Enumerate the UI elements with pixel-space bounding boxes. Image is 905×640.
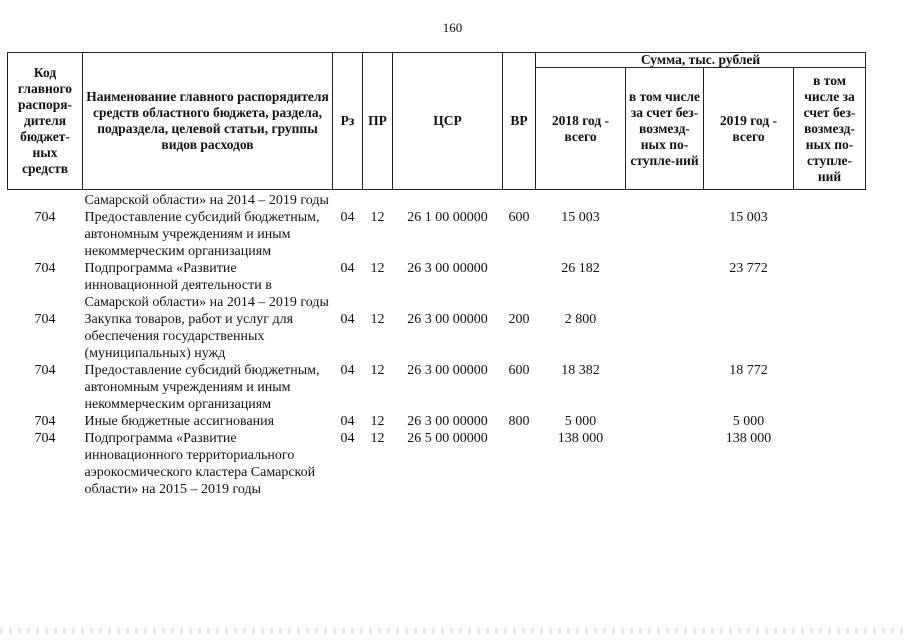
cell-pr: 12 — [370, 431, 385, 446]
cell-2019-total: 5 000 — [732, 414, 765, 429]
header-2019-grants: в том числе за счет без-возмезд-ных по-ступле-ний — [794, 68, 866, 190]
cell-vr: 800 — [508, 414, 530, 429]
cell-kod: 704 — [34, 363, 56, 378]
cell-2019-grants — [794, 190, 866, 210]
page-number: 160 — [442, 20, 463, 35]
cell-2019-grants — [794, 362, 866, 413]
cell-vr: 600 — [508, 210, 530, 225]
cell-2018-total: 2 800 — [564, 312, 597, 327]
cell-vr: 600 — [508, 363, 530, 378]
cell-name: Подпрограмма «Развитие инновационной деятельности в Самарской области» на 2014 – 2019 годы — [84, 261, 329, 310]
header-pr: ПР — [363, 53, 393, 190]
cell-2019-grants — [794, 311, 866, 362]
header-2019-total: 2019 год - всего — [704, 68, 794, 190]
cell-2018-grants — [626, 311, 704, 362]
header-csr: ЦСР — [393, 53, 503, 190]
table-row — [8, 311, 866, 362]
cell-2018-total: 15 003 — [561, 210, 600, 225]
cell-2019-total: 15 003 — [729, 210, 768, 225]
table-row — [8, 430, 866, 498]
cell-pr: 12 — [370, 363, 385, 378]
table-row — [8, 260, 866, 311]
cell-2018-total: 26 182 — [561, 261, 600, 276]
cell-name: Закупка товаров, работ и услуг для обеспечения государственных (муниципальных) нужд — [84, 312, 294, 361]
cell-csr — [393, 190, 503, 210]
cell-2019-total — [704, 311, 794, 362]
cell-2018-grants — [626, 362, 704, 413]
cell-2018-grants — [626, 209, 704, 260]
cell-csr: 26 3 00 00000 — [407, 363, 488, 378]
cell-vr — [503, 430, 536, 498]
cell-csr: 26 3 00 00000 — [407, 414, 488, 429]
cell-name: Иные бюджетные ассигнования — [84, 414, 275, 429]
cell-2018-grants — [626, 260, 704, 311]
cell-kod: 704 — [34, 414, 56, 429]
header-vr: ВР — [503, 53, 536, 190]
budget-table — [7, 52, 866, 498]
table-row — [8, 413, 866, 430]
cell-name: Самарской области» на 2014 – 2019 годы — [84, 193, 329, 208]
cell-2018-total — [536, 190, 626, 210]
cell-name: Предоставление субсидий бюджетным, автономным учреждениям и иным некоммерческим организациям — [84, 210, 320, 259]
cell-rz — [333, 190, 363, 210]
cell-2018-grants — [626, 190, 704, 210]
cell-pr: 12 — [370, 210, 385, 225]
cell-rz: 04 — [340, 431, 355, 446]
cell-2019-total: 18 772 — [729, 363, 768, 378]
cell-2019-total: 23 772 — [729, 261, 768, 276]
cell-csr: 26 1 00 00000 — [407, 210, 488, 225]
cell-2018-total: 5 000 — [564, 414, 597, 429]
cell-rz: 04 — [340, 312, 355, 327]
table-body — [8, 190, 866, 499]
cell-vr — [503, 260, 536, 311]
cell-rz: 04 — [340, 210, 355, 225]
cell-kod — [8, 190, 83, 210]
cell-2019-total: 138 000 — [725, 431, 772, 446]
cell-kod: 704 — [34, 312, 56, 327]
cell-2018-grants — [626, 413, 704, 430]
cell-2018-total: 138 000 — [557, 431, 604, 446]
cell-rz: 04 — [340, 414, 355, 429]
cell-csr: 26 3 00 00000 — [407, 261, 488, 276]
table-row — [8, 362, 866, 413]
cell-kod: 704 — [34, 210, 56, 225]
cell-2019-grants — [794, 430, 866, 498]
cell-kod: 704 — [34, 431, 56, 446]
cell-kod: 704 — [34, 261, 56, 276]
header-2018-total: 2018 год - всего — [536, 68, 626, 190]
cell-rz: 04 — [340, 261, 355, 276]
header-name: Наименование главного распорядителя средств областного бюджета, раздела, подраздела, целевой статьи, группы видов расходов — [83, 53, 333, 190]
header-rz: Рз — [333, 53, 363, 190]
header-kod: Код главного распоря-дителя бюджет-ных средств — [8, 53, 83, 190]
header-sum-group: Сумма, тыс. рублей — [536, 53, 866, 68]
cell-2019-total — [704, 190, 794, 210]
cell-vr: 200 — [508, 312, 530, 327]
cell-vr — [503, 190, 536, 210]
table-row — [8, 209, 866, 260]
cell-2018-total: 18 382 — [561, 363, 600, 378]
cell-2019-grants — [794, 209, 866, 260]
cell-rz: 04 — [340, 363, 355, 378]
cell-2019-grants — [794, 413, 866, 430]
header-2018-grants: в том числе за счет без-возмезд-ных по-ступле-ний — [626, 68, 704, 190]
table-header — [8, 53, 866, 190]
table-row — [8, 190, 866, 210]
cell-pr — [363, 190, 393, 210]
cell-csr: 26 5 00 00000 — [407, 431, 488, 446]
cell-pr: 12 — [370, 261, 385, 276]
cell-name: Подпрограмма «Развитие инновационного территориального аэрокосмического кластера Самарской области» на 2015 – 2019 годы — [84, 431, 316, 497]
scan-noise-line — [0, 628, 905, 634]
cell-2019-grants — [794, 260, 866, 311]
cell-csr: 26 3 00 00000 — [407, 312, 488, 327]
cell-pr: 12 — [370, 414, 385, 429]
cell-name: Предоставление субсидий бюджетным, автономным учреждениям и иным некоммерческим организациям — [84, 363, 320, 412]
cell-pr: 12 — [370, 312, 385, 327]
cell-2018-grants — [626, 430, 704, 498]
